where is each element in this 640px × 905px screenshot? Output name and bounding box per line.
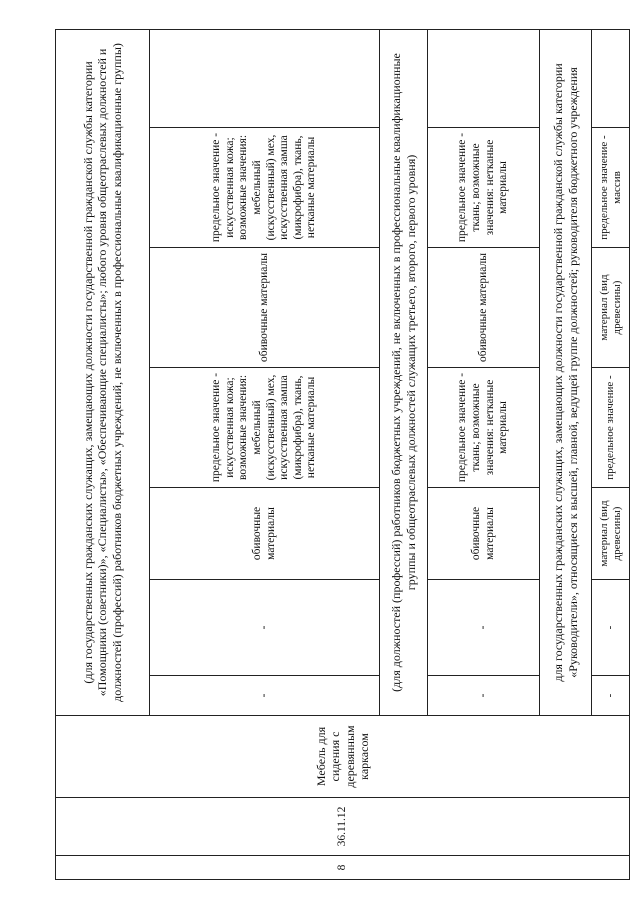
section2-cell-5: обивочные материалы [428, 248, 540, 368]
section2-header: (для должностей (профессий) работников бюджетных учреждений, не включенных в профессиональные квалификационные группы и общеотраслевых должностей служащих третьего, второго, первого уровня) [380, 29, 428, 715]
section2-cell-2: - [428, 580, 540, 676]
section3-cell-4: предельное значение - [592, 368, 630, 488]
section1-cell-3: обивочные материалы [150, 488, 380, 580]
characteristics-table [55, 29, 630, 880]
section3-cell-empty [592, 29, 630, 127]
section1-cell-4: предельное значение - искусственная кожа; возможные значения: мебельный (искусственный) мех, искусственная замша (микрофибра), ткань, нетканые материалы [150, 368, 380, 488]
section1-cell-1: - [150, 676, 380, 716]
section1-header: (для государственных гражданских служащих, замещающих должности государственной гражданской службы категории «Помощники (советники)», «Специалисты», «Обеспечивающие специалисты»; любого уровня общеотраслевых должностей и должностей (профессий) работников бюджетных учреждений, не включенных в профессиональные квалификационные группы) [56, 29, 150, 715]
okpd-code-cell: 36.11.12 [56, 798, 630, 856]
table-row [56, 29, 150, 879]
section1-cell-6: предельное значение - искусственная кожа; возможные значения: мебельный (искусственный) мех, искусственная замша (микрофибра), ткань, нетканые материалы [150, 128, 380, 248]
section2-cell-6: предельное значение - ткань; возможные значения: нетканые материалы [428, 128, 540, 248]
rotated-table-wrapper [55, 30, 623, 880]
section3-header: для государственных гражданских служащих, замещающих должности государственной гражданской службы категории «Руководители», относящиеся к высшей, главной, ведущей группе должностей; руководителя бюджетного учреждения [540, 29, 592, 715]
section3-cell-2: - [592, 580, 630, 676]
section2-cell-4: предельное значение - ткань; возможные значения: нетканые материалы [428, 368, 540, 488]
section3-cell-6: предельное значение - массив [592, 128, 630, 248]
item-name-cell: Мебель для сидения с деревянным каркасом [56, 716, 630, 798]
section3-cell-5: материал (вид древесины) [592, 248, 630, 368]
section1-cell-empty [150, 29, 380, 127]
row-number-cell: 8 [56, 856, 630, 880]
section3-cell-1: - [592, 676, 630, 716]
section2-cell-3: обивочные материалы [428, 488, 540, 580]
section1-cell-5: обивочные материалы [150, 248, 380, 368]
section3-cell-3: материал (вид древесины) [592, 488, 630, 580]
section2-cell-empty [428, 29, 540, 127]
section2-cell-1: - [428, 676, 540, 716]
section1-cell-2: - [150, 580, 380, 676]
